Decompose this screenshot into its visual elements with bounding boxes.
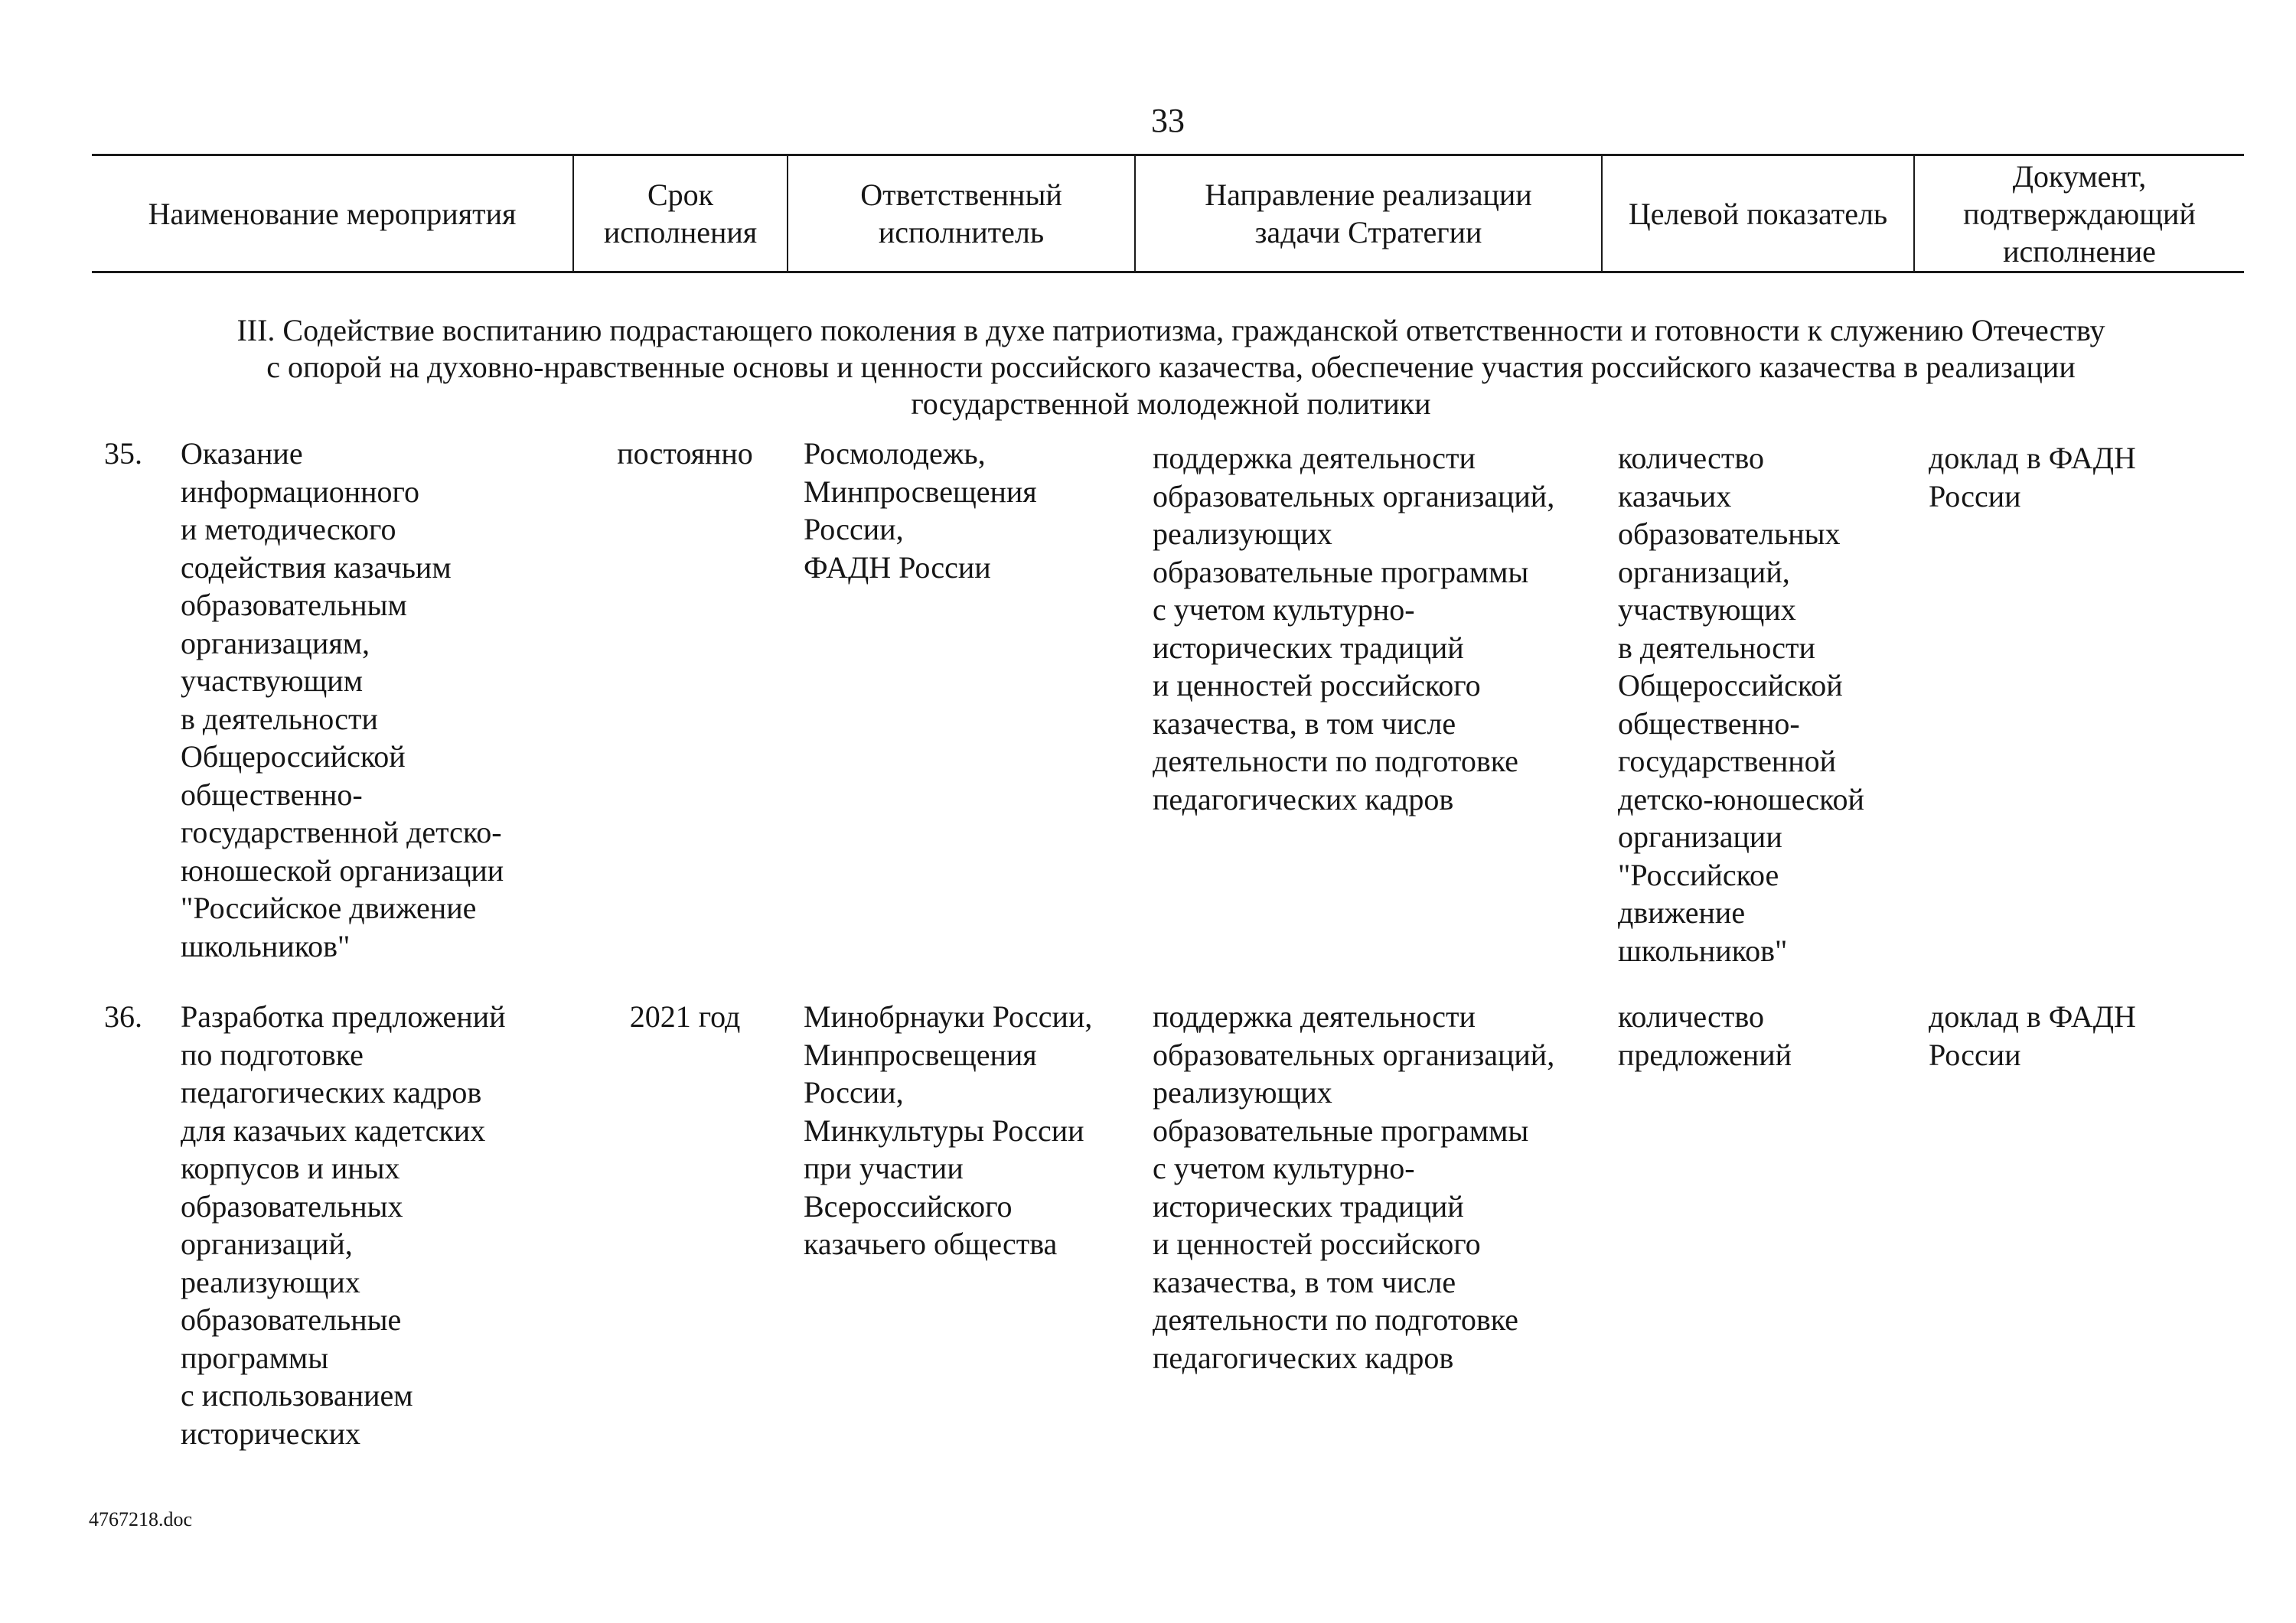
row-document: доклад в ФАДН России: [1929, 999, 2136, 1072]
row-responsible: Минобрнауки России, Минпросвещения России, Минкультуры России при участии Всероссийского казачьего общества: [804, 999, 1093, 1261]
row-responsible: Росмолодежь, Минпросвещения России, ФАДН России: [804, 436, 1037, 585]
header-name: Наименование мероприятия: [148, 196, 517, 231]
row-document: доклад в ФАДН России: [1929, 441, 2136, 513]
row-name: Разработка предложений по подготовке педагогических кадров для казачьих кадетских корпусов и иных образовательных организаций, реализующих образовательные программы с использованием исторических: [181, 999, 506, 1451]
row-indicator: количество предложений: [1618, 999, 1792, 1072]
row-name: Оказание информационного и методического содействия казачьим образовательным организациям, участвующим в деятельности Общероссийской общественно- государственной детско- юношеской организации "Российское движение школьников": [181, 436, 504, 963]
row-number: 35.: [104, 436, 142, 471]
section-title: III. Содействие воспитанию подрастающего поколения в духе патриотизма, гражданской ответственности и готовности к служению Отечеству с опорой на духовно-нравственные основы и ценности российского казачества, обеспечение участия российского казачества в реализации государственной молодежной политики: [236, 313, 2105, 421]
row-indicator: количество казачьих образовательных организаций, участвующих в деятельности Общероссийской общественно- государственной детско-юношеской организации "Российское движение школьников": [1618, 441, 1864, 968]
header-indicator: Целевой показатель: [1628, 196, 1888, 231]
header-term: Срок исполнения: [603, 178, 758, 249]
row-direction: поддержка деятельности образовательных организаций, реализующих образовательные программы с учетом культурно- исторических традиций и ценностей российского казачества, в том числе деятельности по подготовке педагогических кадров: [1153, 999, 1555, 1375]
header-document: Документ, подтверждающий исполнение: [1963, 158, 2196, 269]
document-code: 4767218.doc: [89, 1508, 193, 1530]
header-responsible: Ответственный исполнитель: [860, 178, 1062, 249]
row-direction: поддержка деятельности образовательных организаций, реализующих образовательные программы с учетом культурно- исторических традиций и ценностей российского казачества, в том числе деятельности по подготовке педагогических кадров: [1153, 441, 1555, 816]
row-number: 36.: [104, 999, 142, 1034]
header-direction: Направление реализации задачи Стратегии: [1205, 178, 1532, 249]
row-term: постоянно: [617, 436, 753, 471]
table-header: [92, 154, 2244, 273]
page-number: 33: [1151, 102, 1185, 139]
row-term: 2021 год: [629, 999, 741, 1034]
